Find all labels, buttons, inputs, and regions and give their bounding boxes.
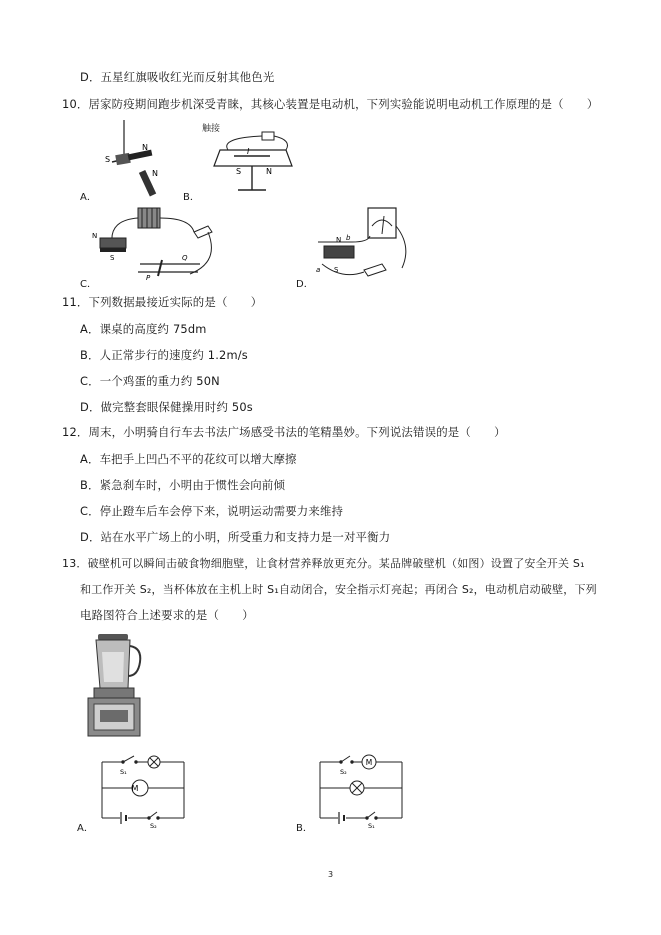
q12-option-a: A．车把手上凹凸不平的花纹可以增大摩擦 (80, 452, 297, 466)
q13-stem-line1: 13．破壁机可以瞬间击破食物细胞壁，让食材营养释放更充分。某品牌破壁机（如图）设置了安全开关 S₁ (62, 557, 585, 570)
q13-stem-line2: 和工作开关 S₂，当杯体放在主机上时 S₁自动闭合，安全指示灯亮起；再闭合 S₂，电动机启动破壁，下列 (80, 583, 597, 596)
q13-label-a: A． (77, 823, 94, 834)
q10-label-b: B． (183, 192, 200, 203)
fig-d-label-a: a (316, 266, 321, 274)
q13-stem-line3: 电路图符合上述要求的是（ ） (80, 608, 254, 622)
circuit-b-label-s1: S₁ (368, 822, 375, 830)
fig-a-label-n2: N (152, 169, 158, 178)
fig-d-label-n: N (336, 236, 342, 244)
q12-option-b: B．紧急刹车时，小明由于惯性会向前倾 (80, 478, 286, 492)
q10-figure-b (200, 128, 300, 196)
fig-c-label-n: N (92, 232, 98, 240)
q10-fig-b-caption: 触接 (202, 124, 221, 134)
fig-d-label-s: S (334, 266, 339, 274)
q12-option-c: C．停止蹬车后车会停下来，说明运动需要力来维持 (80, 504, 344, 518)
q13-circuit-a (94, 746, 194, 832)
q10-figure-d (312, 206, 412, 282)
fig-a-label-s: S (105, 155, 111, 164)
circuit-a-motor-m: M (131, 784, 139, 793)
fig-c-label-p: P (146, 274, 151, 282)
q10-figure-c (90, 202, 240, 282)
circuit-b-motor-m: M (365, 758, 373, 767)
q11-stem: 11．下列数据最接近实际的是（ ） (62, 295, 263, 309)
q10-figure-a (98, 118, 170, 200)
fig-b-label-s: S (236, 167, 242, 176)
q12-option-d: D．站在水平广场上的小明，所受重力和支持力是一对平衡力 (80, 530, 391, 544)
circuit-a-label-s1: S₁ (120, 768, 127, 776)
fig-b-label-i: I (247, 147, 250, 156)
q12-stem: 12．周末，小明骑自行车去书法广场感受书法的笔精墨妙。下列说法错误的是（ ） (62, 425, 506, 439)
q11-option-a: A．课桌的高度约 75dm (80, 322, 207, 336)
q13-label-b: B． (296, 823, 313, 834)
q9-option-d: D．五星红旗吸收红光而反射其他色光 (80, 70, 275, 84)
fig-c-label-q: Q (182, 254, 188, 262)
q13-circuit-b (312, 746, 412, 832)
circuit-a-label-s2: S₂ (150, 822, 157, 830)
fig-c-label-s: S (110, 254, 115, 262)
page-number: 3 (327, 870, 334, 879)
q10-label-a: A． (80, 192, 97, 203)
circuit-b-label-s2: S₂ (340, 768, 347, 776)
fig-a-label-n: N (142, 143, 148, 152)
q11-option-d: D．做完整套眼保健操用时约 50s (80, 400, 253, 414)
q10-label-c: C． (80, 279, 97, 290)
fig-b-label-n: N (266, 167, 272, 176)
q11-option-c: C．一个鸡蛋的重力约 50N (80, 374, 220, 388)
q10-stem: 10．居家防疫期间跑步机深受青睐，其核心装置是电动机，下列实验能说明电动机工作原理的是（ ） (62, 97, 599, 111)
fig-d-label-b: b (346, 234, 351, 242)
q10-label-d: D． (296, 279, 314, 290)
q11-option-b: B．人正常步行的速度约 1.2m/s (80, 348, 248, 362)
q13-blender-image (84, 632, 144, 738)
